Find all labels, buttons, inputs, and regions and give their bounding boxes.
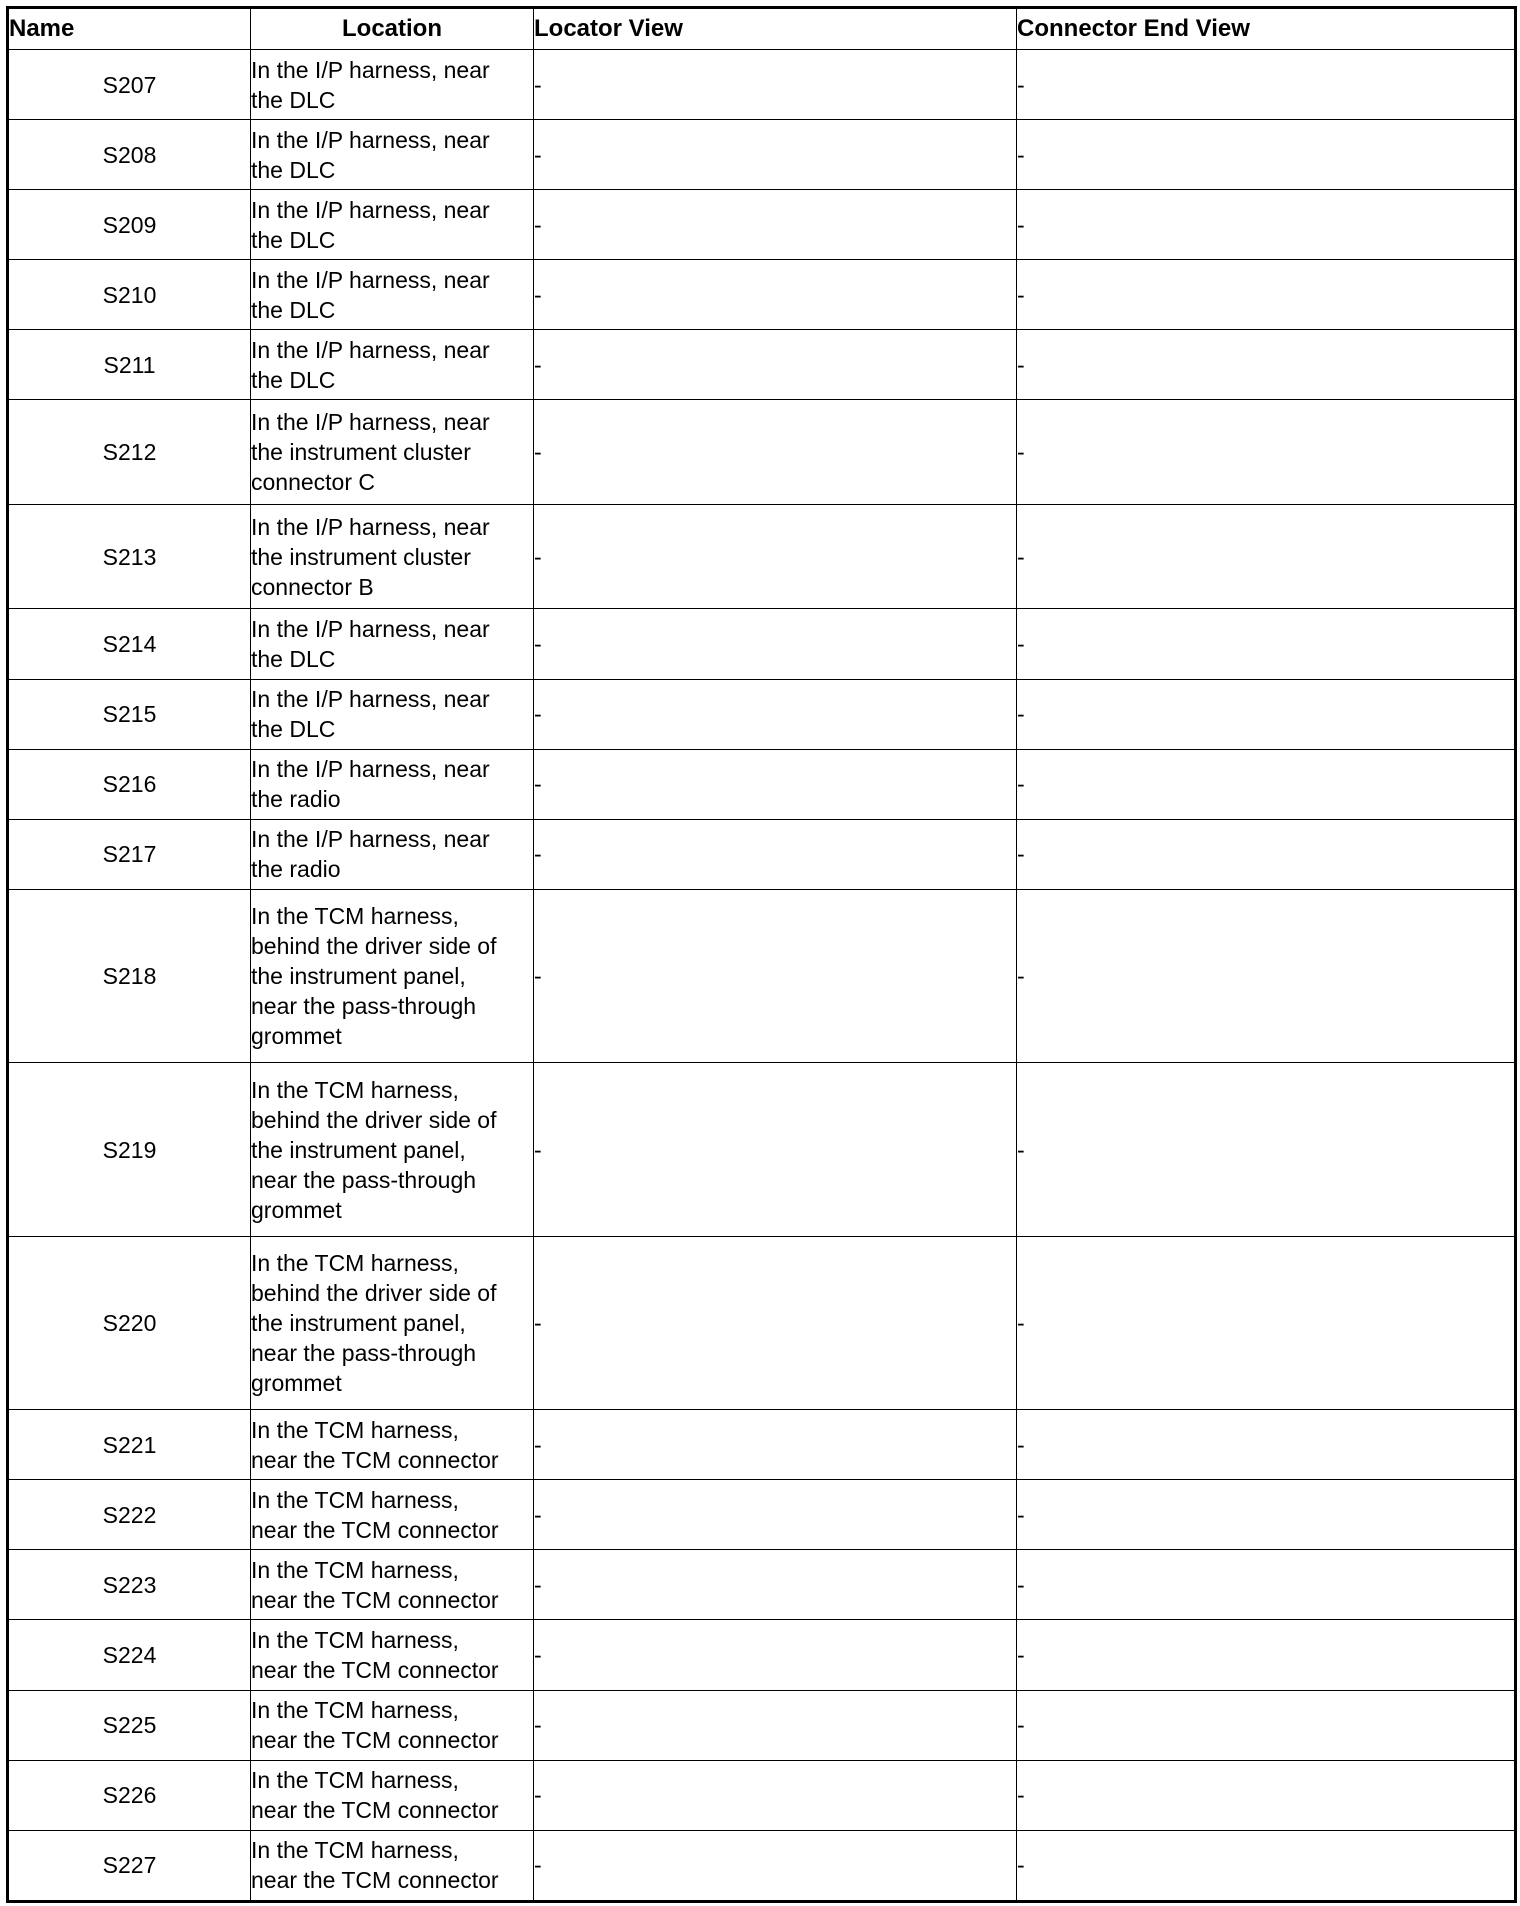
cell-locator-view: - bbox=[534, 260, 1017, 330]
cell-name: S217 bbox=[8, 819, 251, 889]
location-line: the radio bbox=[251, 856, 341, 883]
cell-locator-view: - bbox=[534, 609, 1017, 679]
cell-locator-view: - bbox=[534, 330, 1017, 400]
location-line: the instrument panel, bbox=[251, 963, 466, 990]
location-line: the DLC bbox=[251, 716, 336, 743]
location-line: In the I/P harness, near bbox=[251, 266, 490, 293]
cell-name: S222 bbox=[8, 1480, 251, 1550]
location-line: In the TCM harness, bbox=[251, 1486, 459, 1513]
cell-name: S227 bbox=[8, 1830, 251, 1901]
cell-name: S216 bbox=[8, 749, 251, 819]
location-line: In the TCM harness, bbox=[251, 1767, 459, 1794]
header-locator-view: Locator View bbox=[534, 8, 1017, 50]
location-line: In the I/P harness, near bbox=[251, 56, 490, 83]
cell-name: S226 bbox=[8, 1760, 251, 1830]
cell-connector-end-view: - bbox=[1017, 819, 1516, 889]
location-line: In the I/P harness, near bbox=[251, 336, 490, 363]
header-name: Name bbox=[8, 8, 251, 50]
location-line: near the TCM connector bbox=[251, 1727, 499, 1754]
cell-location bbox=[251, 1690, 534, 1760]
cell-connector-end-view: - bbox=[1017, 1480, 1516, 1550]
cell-locator-view: - bbox=[534, 504, 1017, 609]
cell-location bbox=[251, 330, 534, 400]
location-line: near the TCM connector bbox=[251, 1586, 499, 1613]
header-location: Location bbox=[251, 8, 534, 50]
cell-name: S211 bbox=[8, 330, 251, 400]
cell-connector-end-view: - bbox=[1017, 400, 1516, 505]
cell-name: S214 bbox=[8, 609, 251, 679]
cell-name: S219 bbox=[8, 1063, 251, 1236]
cell-location bbox=[251, 1480, 534, 1550]
cell-locator-view: - bbox=[534, 190, 1017, 260]
cell-name: S210 bbox=[8, 260, 251, 330]
cell-connector-end-view: - bbox=[1017, 50, 1516, 120]
location-line: In the TCM harness, bbox=[251, 1556, 459, 1583]
location-line: the instrument cluster bbox=[251, 543, 471, 570]
cell-name: S220 bbox=[8, 1236, 251, 1409]
table-row bbox=[8, 330, 1516, 400]
cell-locator-view: - bbox=[534, 50, 1017, 120]
location-line: connector B bbox=[251, 573, 374, 600]
cell-location bbox=[251, 120, 534, 190]
location-line: the DLC bbox=[251, 296, 336, 323]
cell-location bbox=[251, 1830, 534, 1901]
cell-locator-view: - bbox=[534, 1830, 1017, 1901]
cell-locator-view: - bbox=[534, 819, 1017, 889]
cell-connector-end-view: - bbox=[1017, 889, 1516, 1062]
cell-connector-end-view: - bbox=[1017, 1063, 1516, 1236]
cell-location bbox=[251, 1410, 534, 1480]
cell-locator-view: - bbox=[534, 1690, 1017, 1760]
cell-location bbox=[251, 889, 534, 1062]
cell-location bbox=[251, 260, 534, 330]
location-line: behind the driver side of bbox=[251, 933, 497, 960]
table-row bbox=[8, 679, 1516, 749]
table-row bbox=[8, 504, 1516, 609]
cell-name: S208 bbox=[8, 120, 251, 190]
cell-locator-view: - bbox=[534, 1063, 1017, 1236]
location-line: near the TCM connector bbox=[251, 1867, 499, 1894]
header-row bbox=[8, 8, 1516, 50]
location-line: In the TCM harness, bbox=[251, 1626, 459, 1653]
location-line: grommet bbox=[251, 1196, 342, 1223]
location-line: near the pass-through bbox=[251, 1339, 477, 1366]
cell-name: S223 bbox=[8, 1550, 251, 1620]
cell-connector-end-view: - bbox=[1017, 190, 1516, 260]
cell-name: S215 bbox=[8, 679, 251, 749]
cell-locator-view: - bbox=[534, 889, 1017, 1062]
cell-connector-end-view: - bbox=[1017, 1690, 1516, 1760]
cell-connector-end-view: - bbox=[1017, 504, 1516, 609]
location-line: the DLC bbox=[251, 156, 336, 183]
table-row bbox=[8, 819, 1516, 889]
cell-name: S209 bbox=[8, 190, 251, 260]
location-line: In the TCM harness, bbox=[251, 903, 459, 930]
table-row bbox=[8, 1620, 1516, 1690]
cell-location bbox=[251, 1236, 534, 1409]
cell-location bbox=[251, 1760, 534, 1830]
location-line: behind the driver side of bbox=[251, 1106, 497, 1133]
cell-location bbox=[251, 504, 534, 609]
cell-location bbox=[251, 749, 534, 819]
cell-connector-end-view: - bbox=[1017, 1760, 1516, 1830]
location-line: In the I/P harness, near bbox=[251, 616, 490, 643]
cell-locator-view: - bbox=[534, 1480, 1017, 1550]
cell-connector-end-view: - bbox=[1017, 120, 1516, 190]
cell-location bbox=[251, 679, 534, 749]
cell-location bbox=[251, 609, 534, 679]
location-line: In the TCM harness, bbox=[251, 1076, 459, 1103]
cell-connector-end-view: - bbox=[1017, 1410, 1516, 1480]
location-line: the DLC bbox=[251, 86, 336, 113]
table-row bbox=[8, 190, 1516, 260]
location-line: grommet bbox=[251, 1023, 342, 1050]
table-row bbox=[8, 1236, 1516, 1409]
location-line: In the I/P harness, near bbox=[251, 513, 490, 540]
location-line: near the pass-through bbox=[251, 1166, 477, 1193]
cell-connector-end-view: - bbox=[1017, 260, 1516, 330]
cell-name: S221 bbox=[8, 1410, 251, 1480]
cell-locator-view: - bbox=[534, 1760, 1017, 1830]
cell-locator-view: - bbox=[534, 1236, 1017, 1409]
table-row bbox=[8, 889, 1516, 1062]
cell-name: S212 bbox=[8, 400, 251, 505]
location-line: In the TCM harness, bbox=[251, 1249, 459, 1276]
location-line: behind the driver side of bbox=[251, 1279, 497, 1306]
table-row bbox=[8, 1690, 1516, 1760]
table-row bbox=[8, 400, 1516, 505]
splice-table bbox=[6, 6, 1517, 1903]
location-line: In the I/P harness, near bbox=[251, 686, 490, 713]
location-line: In the I/P harness, near bbox=[251, 409, 490, 436]
cell-connector-end-view: - bbox=[1017, 609, 1516, 679]
location-line: the DLC bbox=[251, 646, 336, 673]
cell-name: S207 bbox=[8, 50, 251, 120]
cell-location bbox=[251, 190, 534, 260]
location-line: near the pass-through bbox=[251, 993, 477, 1020]
table-row bbox=[8, 260, 1516, 330]
location-line: In the I/P harness, near bbox=[251, 196, 490, 223]
location-line: the DLC bbox=[251, 366, 336, 393]
table-row bbox=[8, 1480, 1516, 1550]
table-row bbox=[8, 50, 1516, 120]
table-row bbox=[8, 1063, 1516, 1236]
cell-locator-view: - bbox=[534, 1620, 1017, 1690]
cell-connector-end-view: - bbox=[1017, 749, 1516, 819]
cell-location bbox=[251, 400, 534, 505]
cell-connector-end-view: - bbox=[1017, 679, 1516, 749]
cell-locator-view: - bbox=[534, 120, 1017, 190]
location-line: the instrument panel, bbox=[251, 1136, 466, 1163]
table-row bbox=[8, 609, 1516, 679]
location-line: In the I/P harness, near bbox=[251, 826, 490, 853]
location-line: In the TCM harness, bbox=[251, 1837, 459, 1864]
cell-location bbox=[251, 50, 534, 120]
cell-name: S213 bbox=[8, 504, 251, 609]
cell-connector-end-view: - bbox=[1017, 1830, 1516, 1901]
cell-connector-end-view: - bbox=[1017, 1620, 1516, 1690]
location-line: the DLC bbox=[251, 226, 336, 253]
location-line: near the TCM connector bbox=[251, 1656, 499, 1683]
table-row bbox=[8, 1830, 1516, 1901]
cell-locator-view: - bbox=[534, 1550, 1017, 1620]
cell-connector-end-view: - bbox=[1017, 1550, 1516, 1620]
table-row bbox=[8, 749, 1516, 819]
location-line: In the TCM harness, bbox=[251, 1697, 459, 1724]
location-line: In the I/P harness, near bbox=[251, 756, 490, 783]
cell-location bbox=[251, 1620, 534, 1690]
cell-locator-view: - bbox=[534, 749, 1017, 819]
cell-location bbox=[251, 1063, 534, 1236]
cell-locator-view: - bbox=[534, 400, 1017, 505]
cell-connector-end-view: - bbox=[1017, 330, 1516, 400]
location-line: the instrument cluster bbox=[251, 439, 471, 466]
table-row bbox=[8, 120, 1516, 190]
table-row bbox=[8, 1550, 1516, 1620]
location-line: the instrument panel, bbox=[251, 1309, 466, 1336]
cell-name: S225 bbox=[8, 1690, 251, 1760]
cell-connector-end-view: - bbox=[1017, 1236, 1516, 1409]
header-connector-end-view: Connector End View bbox=[1017, 8, 1516, 50]
cell-locator-view: - bbox=[534, 1410, 1017, 1480]
table-body bbox=[8, 50, 1516, 1902]
location-line: In the TCM harness, bbox=[251, 1416, 459, 1443]
cell-name: S218 bbox=[8, 889, 251, 1062]
location-line: connector C bbox=[251, 469, 376, 496]
location-line: grommet bbox=[251, 1369, 342, 1396]
cell-name: S224 bbox=[8, 1620, 251, 1690]
location-line: near the TCM connector bbox=[251, 1446, 499, 1473]
table-row bbox=[8, 1410, 1516, 1480]
table-row bbox=[8, 1760, 1516, 1830]
cell-location bbox=[251, 819, 534, 889]
location-line: In the I/P harness, near bbox=[251, 126, 490, 153]
location-line: near the TCM connector bbox=[251, 1797, 499, 1824]
location-line: the radio bbox=[251, 786, 341, 813]
cell-locator-view: - bbox=[534, 679, 1017, 749]
cell-location bbox=[251, 1550, 534, 1620]
location-line: near the TCM connector bbox=[251, 1516, 499, 1543]
